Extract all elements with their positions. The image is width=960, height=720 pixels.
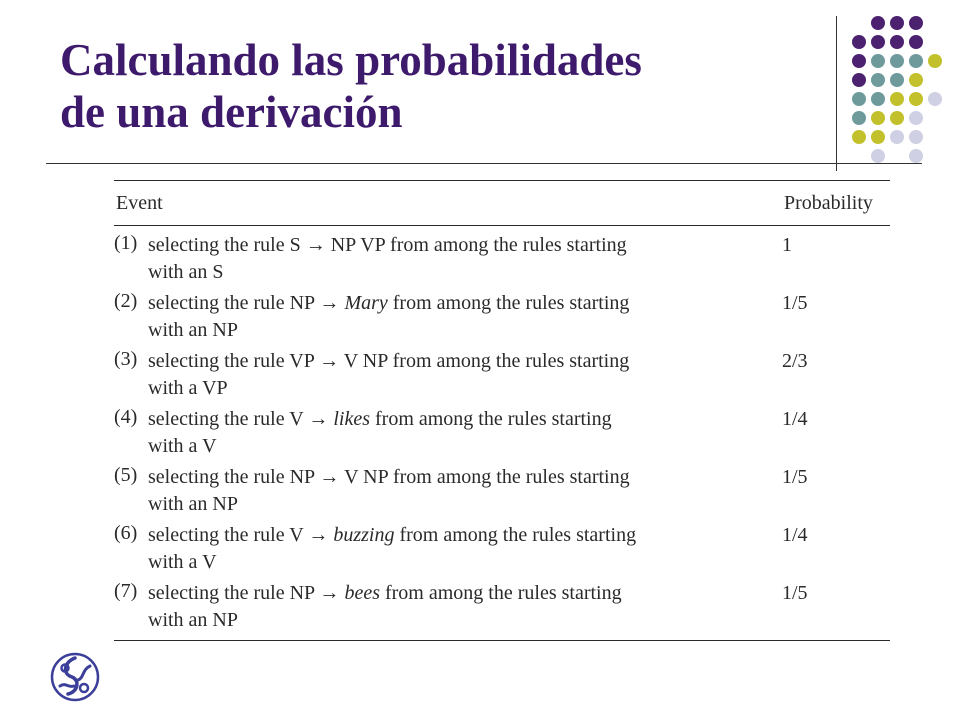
event-cell: [114, 522, 782, 576]
rule-text: selecting the rule NP → V NP: [148, 466, 388, 488]
table-row: [114, 290, 890, 344]
decorative-dot: [890, 130, 904, 144]
table-row: [114, 406, 890, 460]
probability-cell: 1/5: [782, 582, 808, 604]
decorative-dot: [890, 54, 904, 68]
decorative-dot: [890, 16, 904, 30]
event-cell: [114, 580, 782, 634]
decorative-dot: [852, 73, 866, 87]
table-row: [114, 464, 890, 518]
decorative-dot: [890, 35, 904, 49]
event-line-2: with an NP: [148, 319, 238, 341]
event-cell: [114, 290, 782, 344]
terminal-word: buzzing: [333, 524, 395, 546]
decorative-dot: [852, 92, 866, 106]
decorative-dot: [871, 54, 885, 68]
event-line-2: with a V: [148, 551, 217, 573]
title-underline: [46, 163, 922, 164]
header-event: Event: [116, 191, 163, 214]
decorative-dot: [871, 130, 885, 144]
event-line-1: [148, 580, 782, 607]
decorative-dot: [928, 54, 942, 68]
decorative-dot: [871, 92, 885, 106]
rule-context: from among the rules starting: [387, 350, 630, 372]
probability-cell: 1/4: [782, 524, 808, 546]
vertical-rule: [836, 16, 837, 171]
decorative-dot: [909, 130, 923, 144]
decorative-dot: [890, 92, 904, 106]
decorative-dot: [871, 149, 885, 163]
event-text: [148, 348, 782, 402]
decorative-dot: [909, 73, 923, 87]
row-number: (5): [114, 464, 138, 486]
decorative-dot: [909, 111, 923, 125]
decorative-dot: [909, 54, 923, 68]
event-line-2: with a VP: [148, 377, 228, 399]
title-line-2: de una derivación: [60, 87, 403, 137]
rule-text: selecting the rule V →: [148, 524, 334, 546]
event-line-1: [148, 348, 782, 375]
decorative-dot: [909, 16, 923, 30]
terminal-word: Mary: [344, 292, 388, 314]
event-cell: [114, 406, 782, 460]
logo-icon: [50, 652, 100, 702]
table-row: [114, 232, 890, 286]
rule-text: selecting the rule VP → V NP: [148, 350, 388, 372]
event-line-1: [148, 290, 782, 317]
row-number: (4): [114, 406, 138, 428]
decorative-dot: [852, 35, 866, 49]
rule-context: from among the rules starting: [387, 466, 630, 488]
event-text: [148, 464, 782, 518]
table-row: [114, 580, 890, 634]
terminal-word: bees: [344, 582, 380, 604]
event-line-2: with an S: [148, 261, 224, 283]
event-line-1: [148, 406, 782, 433]
probability-cell: 1: [782, 234, 792, 256]
row-number: (3): [114, 348, 138, 370]
header-probability: Probability: [784, 191, 873, 214]
decorative-dot: [890, 73, 904, 87]
decorative-dot: [871, 35, 885, 49]
event-line-1: [148, 522, 782, 549]
decorative-dot: [871, 73, 885, 87]
decorative-dot: [928, 92, 942, 106]
rule-context: from among the rules starting: [379, 582, 622, 604]
decorative-dot: [890, 111, 904, 125]
probability-cell: 1/4: [782, 408, 808, 430]
event-cell: [114, 464, 782, 518]
event-text: [148, 232, 782, 286]
rule-text: selecting the rule NP →: [148, 292, 345, 314]
table-row: [114, 522, 890, 576]
title-line-1: Calculando las probabilidades: [60, 35, 642, 85]
rule-context: from among the rules starting: [387, 292, 630, 314]
event-text: [148, 580, 782, 634]
rule-text: selecting the rule V →: [148, 408, 334, 430]
decorative-dot: [852, 130, 866, 144]
event-line-2: with an NP: [148, 493, 238, 515]
decorative-dot: [852, 54, 866, 68]
table-body: [114, 232, 890, 634]
slide-title: [60, 34, 642, 138]
probability-cell: 1/5: [782, 292, 808, 314]
decorative-dot: [909, 35, 923, 49]
decorative-dot: [871, 16, 885, 30]
table-row: [114, 348, 890, 402]
rule-context: from among the rules starting: [385, 234, 627, 256]
event-cell: [114, 348, 782, 402]
probability-cell: 1/5: [782, 466, 808, 488]
decorative-dot: [909, 92, 923, 106]
event-line-1: [148, 464, 782, 491]
row-number: (1): [114, 232, 138, 254]
event-cell: [114, 232, 782, 286]
decorative-dot: [852, 111, 866, 125]
terminal-word: likes: [333, 408, 370, 430]
table-header-rule: [114, 225, 890, 226]
event-line-2: with a V: [148, 435, 217, 457]
decorative-dot: [909, 149, 923, 163]
table-bottom-rule: [114, 640, 890, 641]
rule-context: from among the rules starting: [370, 408, 612, 430]
event-text: [148, 290, 782, 344]
event-line-2: with an NP: [148, 609, 238, 631]
row-number: (2): [114, 290, 138, 312]
table-header-row: [114, 181, 890, 225]
event-line-1: [148, 232, 782, 259]
probability-cell: 2/3: [782, 350, 808, 372]
event-text: [148, 522, 782, 576]
rule-text: selecting the rule S → NP VP: [148, 234, 386, 256]
decorative-dot: [871, 111, 885, 125]
rule-context: from among the rules starting: [394, 524, 637, 546]
row-number: (7): [114, 580, 138, 602]
rule-text: selecting the rule NP →: [148, 582, 345, 604]
row-number: (6): [114, 522, 138, 544]
event-text: [148, 406, 782, 460]
probability-table: [114, 170, 890, 641]
